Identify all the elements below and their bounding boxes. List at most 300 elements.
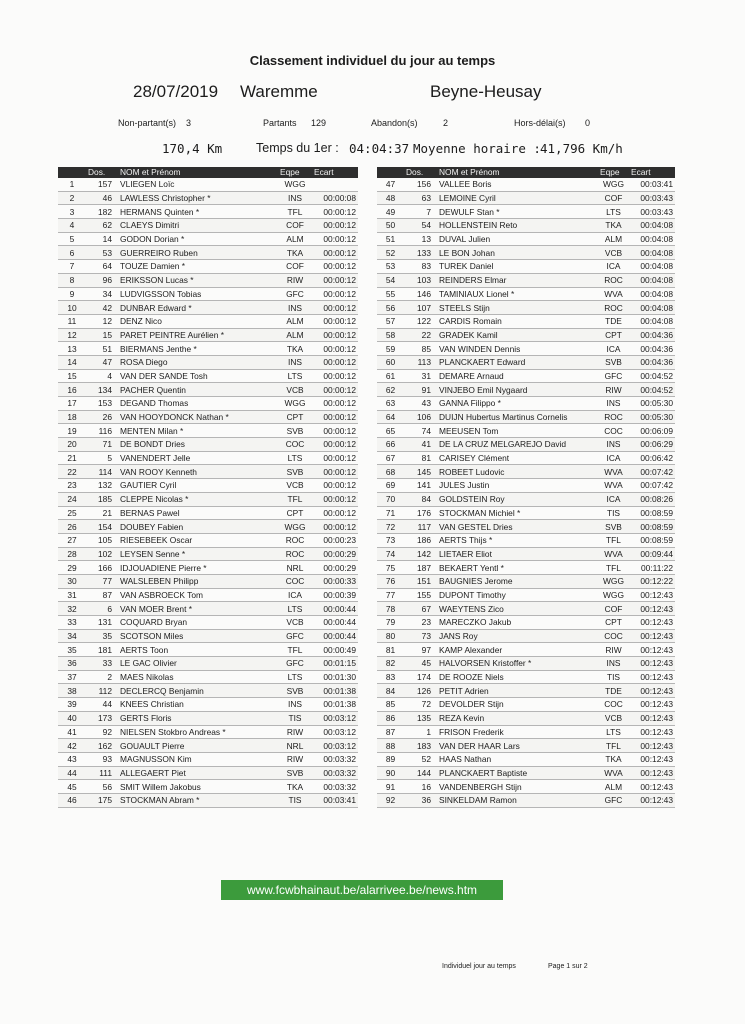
- team-cell: ICA: [598, 260, 629, 274]
- rank-cell: 7: [58, 260, 86, 274]
- rank-cell: 36: [58, 657, 86, 671]
- gap-cell: 00:00:12: [312, 246, 358, 260]
- dossard-cell: 183: [404, 739, 437, 753]
- gap-cell: 00:12:43: [629, 643, 675, 657]
- header-rank: [377, 167, 404, 178]
- rank-cell: 90: [377, 766, 404, 780]
- rider-name-cell: STEELS Stijn: [437, 301, 598, 315]
- rider-name-cell: TAMINIAUX Lionel *: [437, 287, 598, 301]
- team-cell: WVA: [598, 547, 629, 561]
- table-row: [58, 547, 358, 561]
- table-row: [58, 588, 358, 602]
- gap-cell: 00:06:09: [629, 424, 675, 438]
- rider-name-cell: DE LA CRUZ MELGAREJO David: [437, 438, 598, 452]
- rank-cell: 39: [58, 698, 86, 712]
- rider-name-cell: DUPONT Timothy: [437, 588, 598, 602]
- header-eqpe: Eqpe: [278, 167, 312, 178]
- team-cell: VCB: [598, 711, 629, 725]
- rider-name-cell: MENTEN Milan *: [118, 424, 278, 438]
- gap-cell: 00:01:15: [312, 657, 358, 671]
- team-cell: INS: [598, 657, 629, 671]
- table-row: [58, 219, 358, 233]
- dossard-cell: 153: [86, 397, 118, 411]
- rider-name-cell: VALLEE Boris: [437, 178, 598, 191]
- gap-cell: 00:12:43: [629, 766, 675, 780]
- rider-name-cell: PLANCKAERT Edward: [437, 355, 598, 369]
- team-cell: WVA: [598, 479, 629, 493]
- rank-cell: 2: [58, 191, 86, 205]
- gap-cell: 00:03:41: [312, 793, 358, 807]
- table-row: [58, 752, 358, 766]
- rank-cell: 86: [377, 711, 404, 725]
- team-cell: RIW: [598, 643, 629, 657]
- dossard-cell: 7: [404, 205, 437, 219]
- dossard-cell: 175: [86, 793, 118, 807]
- table-row: [377, 260, 675, 274]
- table-row: [377, 492, 675, 506]
- rider-name-cell: VINJEBO Emil Nygaard: [437, 383, 598, 397]
- team-cell: VCB: [278, 383, 312, 397]
- table-row: [377, 588, 675, 602]
- header-ecart: Ecart: [629, 167, 675, 178]
- rank-cell: 61: [377, 369, 404, 383]
- table-row: [377, 191, 675, 205]
- dossard-cell: 84: [404, 492, 437, 506]
- rank-cell: 71: [377, 506, 404, 520]
- rank-cell: 26: [58, 520, 86, 534]
- rank-cell: 44: [58, 766, 86, 780]
- rank-cell: 69: [377, 479, 404, 493]
- gap-cell: 00:12:43: [629, 698, 675, 712]
- rider-name-cell: VAN ROOY Kenneth: [118, 465, 278, 479]
- team-cell: NRL: [278, 739, 312, 753]
- header-eqpe: Eqpe: [598, 167, 629, 178]
- rider-name-cell: PLANCKAERT Baptiste: [437, 766, 598, 780]
- team-cell: CPT: [598, 616, 629, 630]
- abandons-label: Abandon(s): [371, 118, 418, 128]
- rank-cell: 11: [58, 314, 86, 328]
- gap-cell: 00:04:52: [629, 383, 675, 397]
- table-row: [58, 670, 358, 684]
- rank-cell: 48: [377, 191, 404, 205]
- table-row: [58, 451, 358, 465]
- table-row: [377, 314, 675, 328]
- team-cell: TIS: [278, 711, 312, 725]
- gap-cell: 00:00:08: [312, 191, 358, 205]
- dossard-cell: 102: [86, 547, 118, 561]
- rider-name-cell: HERMANS Quinten *: [118, 205, 278, 219]
- rider-name-cell: VLIEGEN Loïc: [118, 178, 278, 191]
- team-cell: ALM: [598, 232, 629, 246]
- gap-cell: 00:00:12: [312, 410, 358, 424]
- dossard-cell: 56: [86, 780, 118, 794]
- rider-name-cell: DEGAND Thomas: [118, 397, 278, 411]
- rank-cell: 51: [377, 232, 404, 246]
- rank-cell: 52: [377, 246, 404, 260]
- rank-cell: 60: [377, 355, 404, 369]
- team-cell: WGG: [598, 588, 629, 602]
- gap-cell: 00:01:38: [312, 684, 358, 698]
- rank-cell: 3: [58, 205, 86, 219]
- rank-cell: 74: [377, 547, 404, 561]
- rider-name-cell: HAAS Nathan: [437, 752, 598, 766]
- abandons-value: 2: [443, 118, 449, 128]
- rank-cell: 22: [58, 465, 86, 479]
- dossard-cell: 162: [86, 739, 118, 753]
- team-cell: INS: [598, 438, 629, 452]
- table-row: [58, 369, 358, 383]
- dossard-cell: 67: [404, 602, 437, 616]
- rank-cell: 64: [377, 410, 404, 424]
- team-cell: TDE: [598, 314, 629, 328]
- team-cell: ICA: [598, 492, 629, 506]
- team-cell: TDE: [598, 684, 629, 698]
- rider-name-cell: GAUTIER Cyril: [118, 479, 278, 493]
- rank-cell: 15: [58, 369, 86, 383]
- rider-name-cell: SMIT Willem Jakobus: [118, 780, 278, 794]
- dossard-cell: 83: [404, 260, 437, 274]
- dossard-cell: 35: [86, 629, 118, 643]
- dossard-cell: 114: [86, 465, 118, 479]
- rank-cell: 73: [377, 533, 404, 547]
- table-row: [377, 780, 675, 794]
- table-row: [58, 232, 358, 246]
- gap-cell: 00:07:42: [629, 479, 675, 493]
- rank-cell: 75: [377, 561, 404, 575]
- team-cell: TKA: [278, 246, 312, 260]
- team-cell: TFL: [598, 533, 629, 547]
- rank-cell: 43: [58, 752, 86, 766]
- dossard-cell: 63: [404, 191, 437, 205]
- website-link[interactable]: www.fcwbhainaut.be/alarrivee.be/news.htm: [221, 880, 503, 900]
- rider-name-cell: LEMOINE Cyril: [437, 191, 598, 205]
- rank-cell: 30: [58, 574, 86, 588]
- rider-name-cell: DOUBEY Fabien: [118, 520, 278, 534]
- gap-cell: 00:03:32: [312, 752, 358, 766]
- gap-cell: 00:12:43: [629, 670, 675, 684]
- team-cell: ALM: [278, 328, 312, 342]
- gap-cell: 00:00:12: [312, 369, 358, 383]
- gap-cell: 00:00:44: [312, 602, 358, 616]
- table-row: [58, 191, 358, 205]
- rank-cell: 66: [377, 438, 404, 452]
- table-row: [58, 314, 358, 328]
- team-cell: WGG: [598, 178, 629, 191]
- gap-cell: 00:03:12: [312, 725, 358, 739]
- rank-cell: 13: [58, 342, 86, 356]
- team-cell: WGG: [598, 574, 629, 588]
- gap-cell: 00:12:43: [629, 752, 675, 766]
- rider-name-cell: ROSA Diego: [118, 355, 278, 369]
- dossard-cell: 42: [86, 301, 118, 315]
- winner-time: 04:04:37: [349, 141, 410, 156]
- table-row: [377, 287, 675, 301]
- rider-name-cell: CARDIS Romain: [437, 314, 598, 328]
- gap-cell: 00:04:08: [629, 232, 675, 246]
- gap-cell: 00:00:12: [312, 520, 358, 534]
- team-cell: GFC: [278, 287, 312, 301]
- table-row: [377, 205, 675, 219]
- rank-cell: 5: [58, 232, 86, 246]
- dossard-cell: 173: [86, 711, 118, 725]
- rider-name-cell: DEWULF Stan *: [437, 205, 598, 219]
- table-row: [58, 328, 358, 342]
- header-dos: Dos.: [404, 167, 437, 178]
- dossard-cell: 155: [404, 588, 437, 602]
- rank-cell: 85: [377, 698, 404, 712]
- gap-cell: 00:04:08: [629, 219, 675, 233]
- team-cell: SVB: [278, 424, 312, 438]
- winner-time-label: Temps du 1er :: [256, 141, 339, 155]
- rider-name-cell: GODON Dorian *: [118, 232, 278, 246]
- rider-name-cell: JANS Roy: [437, 629, 598, 643]
- table-row: [377, 178, 675, 191]
- rank-cell: 14: [58, 355, 86, 369]
- dossard-cell: 46: [86, 191, 118, 205]
- gap-cell: 00:06:42: [629, 451, 675, 465]
- table-row: [58, 492, 358, 506]
- team-cell: TKA: [598, 752, 629, 766]
- team-cell: CPT: [598, 328, 629, 342]
- gap-cell: 00:12:43: [629, 780, 675, 794]
- start-city: Waremme: [240, 82, 318, 101]
- gap-cell: 00:00:12: [312, 492, 358, 506]
- rider-name-cell: LUDVIGSSON Tobias: [118, 287, 278, 301]
- table-row: [58, 657, 358, 671]
- team-cell: TIS: [598, 506, 629, 520]
- hors-delai-value: 0: [585, 118, 591, 128]
- rider-name-cell: PARET PEINTRE Aurélien *: [118, 328, 278, 342]
- dossard-cell: 53: [86, 246, 118, 260]
- rider-name-cell: GOUAULT Pierre: [118, 739, 278, 753]
- gap-cell: 00:12:22: [629, 574, 675, 588]
- gap-cell: 00:04:52: [629, 369, 675, 383]
- rider-name-cell: VAN GESTEL Dries: [437, 520, 598, 534]
- table-row: [58, 301, 358, 315]
- dossard-cell: 111: [86, 766, 118, 780]
- dossard-cell: 13: [404, 232, 437, 246]
- gap-cell: 00:00:12: [312, 205, 358, 219]
- rider-name-cell: VAN DER HAAR Lars: [437, 739, 598, 753]
- team-cell: TKA: [278, 342, 312, 356]
- table-row: [377, 479, 675, 493]
- team-cell: NRL: [278, 561, 312, 575]
- rank-cell: 25: [58, 506, 86, 520]
- gap-cell: 00:12:43: [629, 588, 675, 602]
- dossard-cell: 87: [86, 588, 118, 602]
- rank-cell: 57: [377, 314, 404, 328]
- table-row: [377, 219, 675, 233]
- rank-cell: 4: [58, 219, 86, 233]
- rank-cell: 29: [58, 561, 86, 575]
- team-cell: ALM: [278, 314, 312, 328]
- results-table-right: [377, 167, 675, 808]
- gap-cell: 00:03:32: [312, 766, 358, 780]
- table-row: [377, 342, 675, 356]
- dossard-cell: 151: [404, 574, 437, 588]
- table-row: [58, 342, 358, 356]
- rank-cell: 35: [58, 643, 86, 657]
- team-cell: INS: [278, 301, 312, 315]
- gap-cell: 00:00:33: [312, 574, 358, 588]
- rider-name-cell: TUREK Daniel: [437, 260, 598, 274]
- dossard-cell: 41: [404, 438, 437, 452]
- table-row: [58, 574, 358, 588]
- rank-cell: 84: [377, 684, 404, 698]
- rank-cell: 79: [377, 616, 404, 630]
- rank-cell: 50: [377, 219, 404, 233]
- team-cell: SVB: [598, 520, 629, 534]
- table-row: [58, 397, 358, 411]
- rank-cell: 8: [58, 273, 86, 287]
- rider-name-cell: VANDENBERGH Stijn: [437, 780, 598, 794]
- rank-cell: 9: [58, 287, 86, 301]
- gap-cell: 00:00:44: [312, 616, 358, 630]
- dossard-cell: 113: [404, 355, 437, 369]
- gap-cell: 00:00:12: [312, 355, 358, 369]
- gap-cell: 00:00:39: [312, 588, 358, 602]
- dossard-cell: 117: [404, 520, 437, 534]
- team-cell: ICA: [598, 451, 629, 465]
- table-row: [377, 725, 675, 739]
- gap-cell: 00:12:43: [629, 793, 675, 807]
- rank-cell: 6: [58, 246, 86, 260]
- rank-cell: 59: [377, 342, 404, 356]
- table-row: [377, 602, 675, 616]
- table-row: [377, 574, 675, 588]
- dossard-cell: 91: [404, 383, 437, 397]
- team-cell: VCB: [278, 479, 312, 493]
- team-cell: VCB: [598, 246, 629, 260]
- race-date: 28/07/2019: [133, 82, 219, 101]
- rider-name-cell: LE BON Johan: [437, 246, 598, 260]
- team-cell: SVB: [278, 465, 312, 479]
- team-cell: WGG: [278, 178, 312, 191]
- gap-cell: 00:00:12: [312, 287, 358, 301]
- table-row: [377, 616, 675, 630]
- rank-cell: 41: [58, 725, 86, 739]
- team-cell: CPT: [278, 506, 312, 520]
- header-dos: Dos.: [86, 167, 118, 178]
- dossard-cell: 145: [404, 465, 437, 479]
- table-row: [58, 479, 358, 493]
- team-cell: GFC: [278, 629, 312, 643]
- gap-cell: 00:03:41: [629, 178, 675, 191]
- rank-cell: 54: [377, 273, 404, 287]
- dossard-cell: 126: [404, 684, 437, 698]
- non-partants-label: Non-partant(s): [118, 118, 177, 128]
- table-row: [377, 752, 675, 766]
- table-row: [377, 533, 675, 547]
- rank-cell: 72: [377, 520, 404, 534]
- finish-city: Beyne-Heusay: [430, 82, 542, 101]
- rider-name-cell: TOUZE Damien *: [118, 260, 278, 274]
- team-cell: INS: [278, 698, 312, 712]
- team-cell: WVA: [598, 287, 629, 301]
- table-row: [377, 793, 675, 807]
- dossard-cell: 1: [404, 725, 437, 739]
- table-row: [58, 246, 358, 260]
- dossard-cell: 176: [404, 506, 437, 520]
- team-cell: TIS: [278, 793, 312, 807]
- team-cell: ALM: [278, 232, 312, 246]
- team-cell: RIW: [278, 752, 312, 766]
- table-row: [377, 232, 675, 246]
- gap-cell: 00:04:08: [629, 301, 675, 315]
- gap-cell: 00:08:59: [629, 533, 675, 547]
- rank-cell: 42: [58, 739, 86, 753]
- dossard-cell: 23: [404, 616, 437, 630]
- gap-cell: 00:09:44: [629, 547, 675, 561]
- rider-name-cell: SINKELDAM Ramon: [437, 793, 598, 807]
- table-row: [377, 547, 675, 561]
- table-row: [58, 260, 358, 274]
- rider-name-cell: MARECZKO Jakub: [437, 616, 598, 630]
- gap-cell: 00:00:12: [312, 506, 358, 520]
- rank-cell: 47: [377, 178, 404, 191]
- rank-cell: 49: [377, 205, 404, 219]
- table-row: [377, 301, 675, 315]
- header-ecart: Ecart: [312, 167, 358, 178]
- table-row: [58, 465, 358, 479]
- rider-name-cell: DE ROOZE Niels: [437, 670, 598, 684]
- gap-cell: 00:05:30: [629, 410, 675, 424]
- header-name: NOM et Prénom: [437, 167, 598, 178]
- table-row: [377, 328, 675, 342]
- rank-cell: 77: [377, 588, 404, 602]
- rank-cell: 28: [58, 547, 86, 561]
- gap-cell: 00:00:12: [312, 465, 358, 479]
- non-partants-value: 3: [186, 118, 192, 128]
- team-cell: TKA: [598, 219, 629, 233]
- rider-name-cell: GOLDSTEIN Roy: [437, 492, 598, 506]
- rider-name-cell: MAES Nikolas: [118, 670, 278, 684]
- dossard-cell: 122: [404, 314, 437, 328]
- table-row: [58, 383, 358, 397]
- team-cell: COC: [598, 629, 629, 643]
- rank-cell: 16: [58, 383, 86, 397]
- rider-name-cell: BEKAERT Yentl *: [437, 561, 598, 575]
- rider-name-cell: JULES Justin: [437, 479, 598, 493]
- gap-cell: 00:00:49: [312, 643, 358, 657]
- dossard-cell: 16: [404, 780, 437, 794]
- rider-name-cell: ROBEET Ludovic: [437, 465, 598, 479]
- dossard-cell: 134: [86, 383, 118, 397]
- gap-cell: 00:04:36: [629, 355, 675, 369]
- table-row: [58, 793, 358, 807]
- team-cell: CPT: [278, 410, 312, 424]
- table-row: [377, 711, 675, 725]
- dossard-cell: 112: [86, 684, 118, 698]
- rider-name-cell: KAMP Alexander: [437, 643, 598, 657]
- dossard-cell: 156: [404, 178, 437, 191]
- rider-name-cell: VAN WINDEN Dennis: [437, 342, 598, 356]
- rider-name-cell: VAN HOOYDONCK Nathan *: [118, 410, 278, 424]
- team-cell: GFC: [598, 793, 629, 807]
- dossard-cell: 62: [86, 219, 118, 233]
- rider-name-cell: PETIT Adrien: [437, 684, 598, 698]
- team-cell: TFL: [278, 205, 312, 219]
- team-cell: SVB: [278, 684, 312, 698]
- team-cell: LTS: [598, 205, 629, 219]
- gap-cell: 00:00:12: [312, 219, 358, 233]
- team-cell: GFC: [278, 657, 312, 671]
- gap-cell: 00:12:43: [629, 711, 675, 725]
- gap-cell: 00:04:08: [629, 314, 675, 328]
- team-cell: ICA: [278, 588, 312, 602]
- rank-cell: 24: [58, 492, 86, 506]
- rider-name-cell: WALSLEBEN Philipp: [118, 574, 278, 588]
